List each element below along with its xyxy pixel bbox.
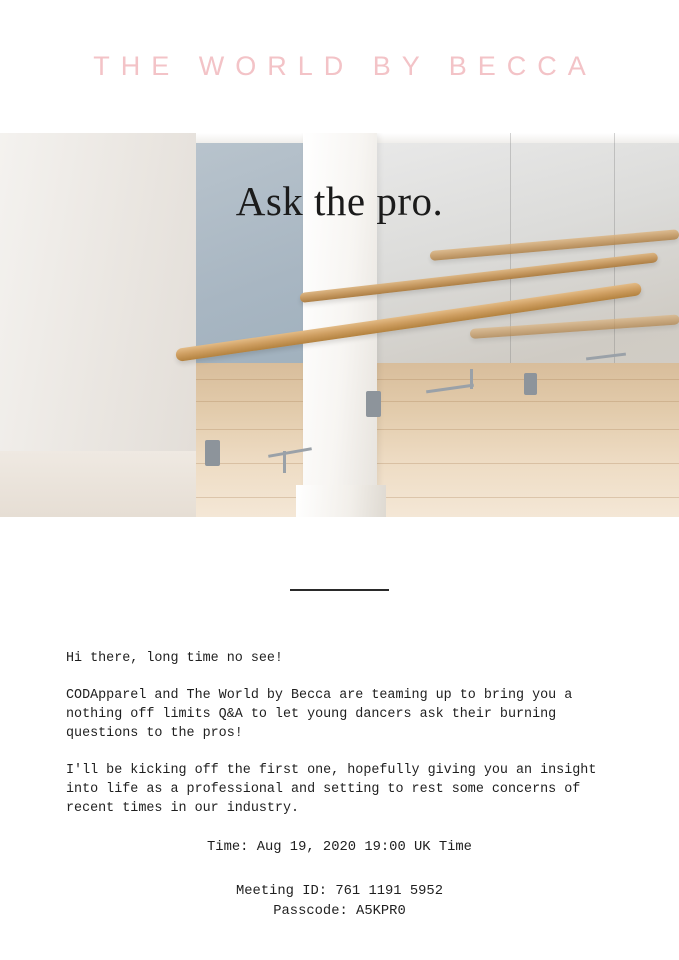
section-divider-wrap [0,517,679,649]
brand-title: THE WORLD BY BECCA [93,51,597,81]
section-divider [290,589,389,591]
event-time: Time: Aug 19, 2020 19:00 UK Time [207,840,472,855]
greeting-text: Hi there, long time no see! [66,651,283,666]
masthead [0,0,679,133]
details-paragraph: I'll be kicking off the first one, hopefully giving you an insight into life as a professional and setting to rest some concerns of recent times in our industry. [66,763,597,816]
hero-banner [0,133,679,517]
event-details [0,838,679,922]
intro-paragraph: CODApparel and The World by Becca are teaming up to bring you a nothing off limits Q&A to let young dancers ask their burning questions to the pros! [66,688,573,741]
body-copy [0,649,679,818]
meeting-passcode: Passcode: A5KPR0 [273,904,406,919]
hero-title: Ask the pro. [235,178,444,224]
meeting-id: Meeting ID: 761 1191 5952 [236,884,443,899]
